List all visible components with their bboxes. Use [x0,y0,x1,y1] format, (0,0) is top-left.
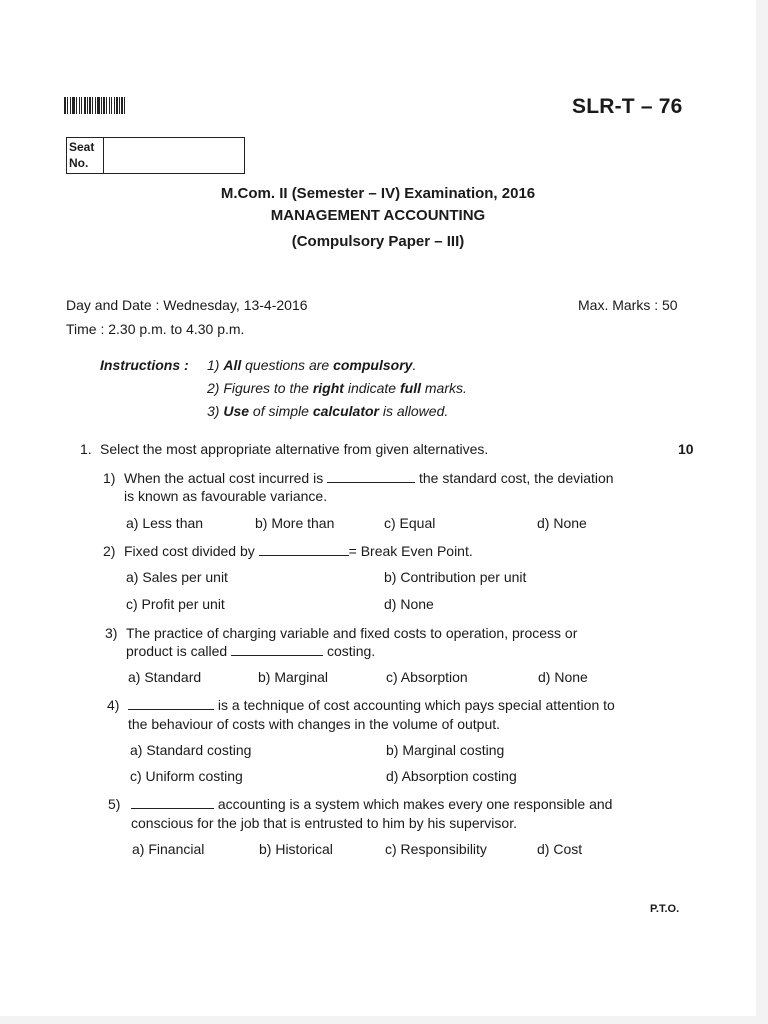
question-5-line1 [131,796,612,812]
instruction-1-c: compulsory [333,357,413,373]
question-3-number: 3) [105,625,118,641]
seat-label-line2: No. [69,156,89,170]
question-5-option-a: a) Financial [132,841,205,857]
barcode [64,97,179,114]
section-marks: 10 [678,441,694,457]
instruction-3-d: is allowed. [378,403,449,419]
question-4-number: 4) [107,697,120,713]
question-2-option-b: b) Contribution per unit [384,569,527,585]
question-1-option-d: d) None [537,515,587,531]
instruction-1 [207,357,416,373]
seat-number-box[interactable] [66,137,245,174]
instruction-2 [207,380,467,396]
instruction-2-c: indicate [343,380,400,396]
question-3-option-d: d) None [538,669,588,685]
question-5-option-d: d) Cost [537,841,583,857]
question-1-text-after: the standard cost, the deviation [419,470,614,486]
question-4-line1 [128,697,615,713]
question-2-number: 2) [103,543,116,559]
question-2-text-after: = Break Even Point. [348,543,473,559]
question-1-option-b: b) More than [255,515,335,531]
question-1-line1 [124,470,614,486]
question-2-option-a: a) Sales per unit [126,569,228,585]
subject-title: MANAGEMENT ACCOUNTING [270,207,486,224]
seat-label [67,138,104,173]
instruction-2-num: 2) [207,380,220,396]
question-1-blank [327,470,415,483]
question-4-option-b: b) Marginal costing [386,742,505,758]
question-4-text-after: is a technique of cost accounting which pays special attention to [217,697,615,713]
day-date: Day and Date : Wednesday, 13-4-2016 [66,297,308,313]
question-5-option-b: b) Historical [259,841,333,857]
question-4-blank [128,697,214,710]
instruction-3-a: Use [223,403,250,419]
instruction-3 [207,403,448,419]
instruction-1-d: . [412,357,417,373]
instructions-label: Instructions : [100,357,189,373]
exam-time: Time : 2.30 p.m. to 4.30 p.m. [66,321,245,337]
instruction-3-c: calculator [312,403,379,419]
question-2-text-before: Fixed cost divided by [124,543,255,559]
question-1-line2: is known as favourable variance. [124,488,328,504]
question-2-option-c: c) Profit per unit [126,596,225,612]
exam-title: M.Com. II (Semester – IV) Examination, 2016 [220,185,536,202]
paper-title: (Compulsory Paper – III) [291,233,465,250]
question-4-option-c: c) Uniform costing [130,768,243,784]
question-3-text-after: costing. [326,643,376,659]
instruction-3-num: 3) [207,403,220,419]
question-2-blank [259,543,349,556]
question-3-text-before: product is called [126,643,228,659]
barcode-bar [125,97,128,114]
seat-label-line1: Seat [69,140,95,154]
instruction-2-d: full [400,380,421,396]
instruction-2-e: marks. [421,380,467,396]
pto-label: P.T.O. [650,903,680,915]
question-5-number: 5) [108,796,121,812]
question-1-option-a: a) Less than [126,515,204,531]
instruction-3-b: of simple [249,403,313,419]
instruction-2-a: Figures to the [223,380,313,396]
question-3-line2 [126,643,375,659]
question-5-blank [131,796,214,809]
question-1-text-before: When the actual cost incurred is [124,470,324,486]
section-number: 1. [80,441,92,457]
question-2-option-d: d) None [384,596,434,612]
question-3-option-b: b) Marginal [258,669,329,685]
question-4-line2: the behaviour of costs with changes in the volume of output. [128,716,501,732]
question-3-blank [231,643,323,656]
question-5-text-after: accounting is a system which makes every one responsible and [217,796,613,812]
question-4-option-a: a) Standard costing [130,742,252,758]
question-3-option-c: c) Absorption [386,669,468,685]
instruction-1-num: 1) [207,357,220,373]
paper-code: SLR-T – 76 [572,95,683,118]
question-5-line2: conscious for the job that is entrusted to him by his supervisor. [131,815,517,831]
section-text: Select the most appropriate alternative from given alternatives. [100,441,489,457]
instruction-1-b: questions are [241,357,334,373]
question-2-line1 [124,543,473,559]
question-4-option-d: d) Absorption costing [386,768,517,784]
instruction-2-b: right [312,380,344,396]
instruction-1-a: All [223,357,242,373]
question-3-option-a: a) Standard [128,669,202,685]
question-3-line1: The practice of charging variable and fixed costs to operation, process or [126,625,578,641]
max-marks: Max. Marks : 50 [578,297,678,313]
question-1-number: 1) [103,470,116,486]
question-1-option-c: c) Equal [384,515,436,531]
question-5-option-c: c) Responsibility [385,841,487,857]
